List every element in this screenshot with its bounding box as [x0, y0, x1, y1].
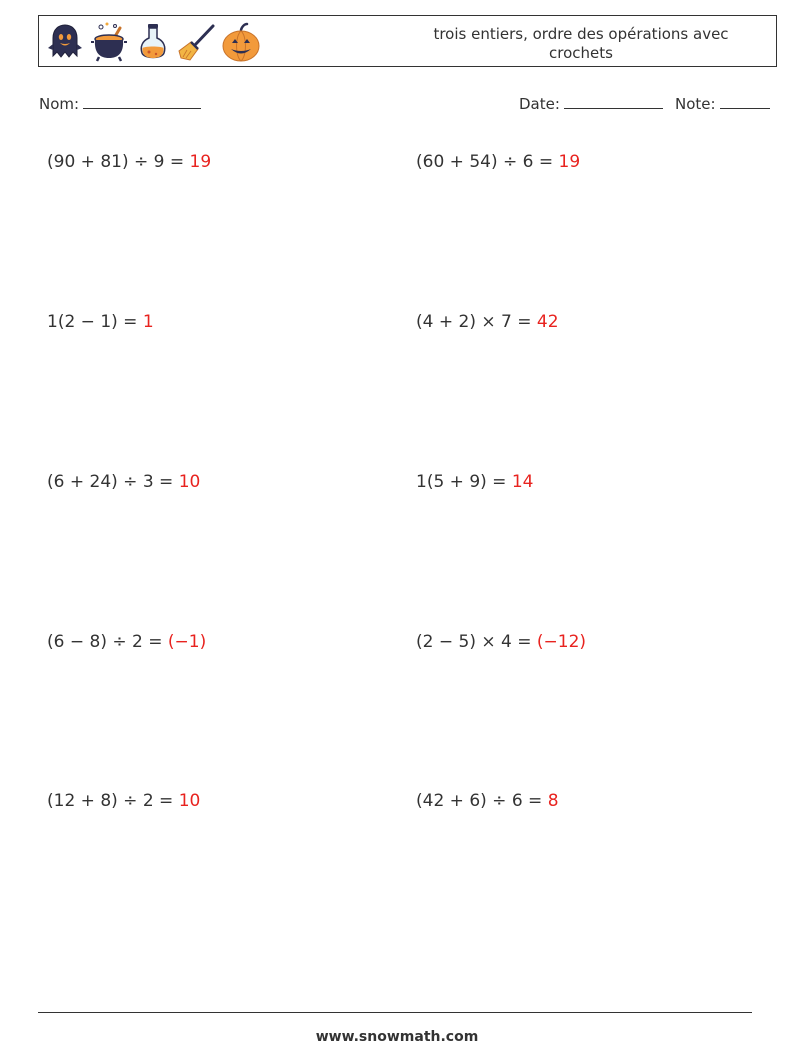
problem-answer: (−12) [536, 632, 587, 652]
problem-answer: 14 [511, 472, 534, 492]
footer-divider [38, 1012, 752, 1013]
problem-3 [47, 312, 154, 332]
problem-expression: (42 + 6) ÷ 6 = [416, 791, 548, 811]
pumpkin-icon [221, 20, 261, 64]
problem-expression: (60 + 54) ÷ 6 = [416, 152, 559, 172]
problem-7 [47, 632, 206, 652]
problem-answer: 19 [558, 152, 581, 172]
problem-5 [47, 472, 200, 492]
potion-flask-icon [133, 20, 173, 64]
problem-2 [416, 152, 580, 172]
date-label: Date: [519, 95, 560, 113]
problem-answer: 1 [142, 312, 154, 332]
problem-answer: 8 [547, 791, 559, 811]
cauldron-icon [89, 20, 129, 64]
problem-9 [47, 791, 200, 811]
problem-expression: (6 + 24) ÷ 3 = [47, 472, 179, 492]
problem-expression: 1(2 − 1) = [47, 312, 143, 332]
problem-expression: (2 − 5) × 4 = [416, 632, 537, 652]
problem-expression: (12 + 8) ÷ 2 = [47, 791, 179, 811]
note-label: Note: [675, 95, 716, 113]
worksheet-title: trois entiers, ordre des opérations avec crochets [433, 25, 729, 62]
date-blank-line[interactable] [564, 94, 663, 109]
footer-website[interactable]: www.snowmath.com [315, 1029, 479, 1045]
worksheet-header [38, 15, 777, 67]
name-label: Nom: [39, 95, 80, 113]
ghost-icon [45, 20, 85, 64]
problem-answer: 42 [536, 312, 559, 332]
name-field[interactable] [39, 94, 201, 113]
note-field[interactable] [675, 94, 770, 113]
name-blank-line[interactable] [83, 94, 201, 109]
broom-icon [177, 20, 217, 64]
note-blank-line[interactable] [720, 94, 770, 109]
problem-expression: (6 − 8) ÷ 2 = [47, 632, 168, 652]
problem-expression: (4 + 2) × 7 = [416, 312, 537, 332]
problem-answer: 19 [189, 152, 212, 172]
problem-6 [416, 472, 533, 492]
problem-answer: 10 [178, 472, 201, 492]
problem-answer: 10 [178, 791, 201, 811]
problem-10 [416, 791, 559, 811]
problem-answer: (−1) [167, 632, 207, 652]
problem-1 [47, 152, 211, 172]
problem-4 [416, 312, 559, 332]
problem-8 [416, 632, 586, 652]
header-icons [45, 20, 261, 64]
problem-expression: (90 + 81) ÷ 9 = [47, 152, 190, 172]
date-field[interactable] [519, 94, 663, 113]
problem-expression: 1(5 + 9) = [416, 472, 512, 492]
